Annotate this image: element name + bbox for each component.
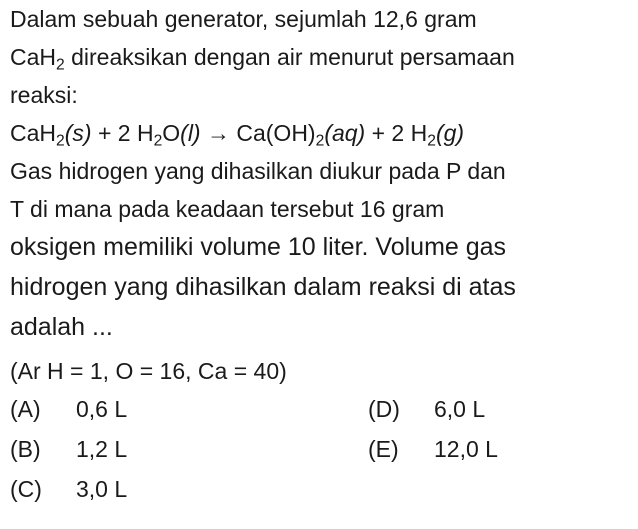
option-d[interactable] <box>368 394 485 424</box>
question-line-1 <box>10 4 477 34</box>
reactant-water: + 2 $H_2O(l)$ <box>97 120 201 150</box>
option-letter: (B) <box>10 436 41 462</box>
question-line-7 <box>10 232 506 262</box>
option-letter: (D) <box>368 396 400 422</box>
question-text: Dalam sebuah generator, sejumlah 12,6 gram <box>10 6 477 32</box>
question-text: Gas hidrogen yang dihasilkan diukur pada P dan <box>10 158 506 184</box>
question-line-2 <box>10 42 515 72</box>
option-value: 12,0 L <box>434 436 498 462</box>
option-value: 3,0 L <box>76 476 128 502</box>
question-text: reaksi: <box>10 82 78 108</box>
question-line-8 <box>10 272 516 302</box>
option-value: 0,6 L <box>76 396 128 422</box>
option-value: 1,2 L <box>76 436 128 462</box>
compound-cah2: CaH$_2$ <box>10 44 65 74</box>
question-line-3 <box>10 80 78 110</box>
option-b[interactable] <box>10 434 127 464</box>
reaction-arrow: → <box>206 120 230 146</box>
product-hydrogen: + 2 $H_2(g)$ <box>371 120 465 150</box>
question-text: direaksikan dengan air menurut persamaan <box>71 44 515 70</box>
question-text: adalah ... <box>10 313 113 341</box>
product-caoh2: $Ca(OH)_2(aq)$ <box>236 120 366 150</box>
option-a[interactable] <box>10 394 127 424</box>
reaction-equation <box>10 118 464 148</box>
question-line-9 <box>10 312 113 342</box>
option-c[interactable] <box>10 474 127 504</box>
atomic-mass-data: (Ar H = 1, O = 16, Ca = 40) <box>10 358 287 384</box>
question-text: hidrogen yang dihasilkan dalam reaksi di atas <box>10 273 516 301</box>
option-e[interactable] <box>368 434 498 464</box>
option-value: 6,0 L <box>434 396 486 422</box>
option-letter: (A) <box>10 396 41 422</box>
question-text: oksigen memiliki volume 10 liter. Volume gas <box>10 233 507 261</box>
question-line-5 <box>10 156 506 186</box>
question-text: T di mana pada keadaan tersebut 16 gram <box>10 196 445 222</box>
question-line-6 <box>10 194 444 224</box>
option-letter: (E) <box>368 436 399 462</box>
option-letter: (C) <box>10 476 42 502</box>
reactant-cah2: CaH$_2$(s) <box>10 120 92 150</box>
